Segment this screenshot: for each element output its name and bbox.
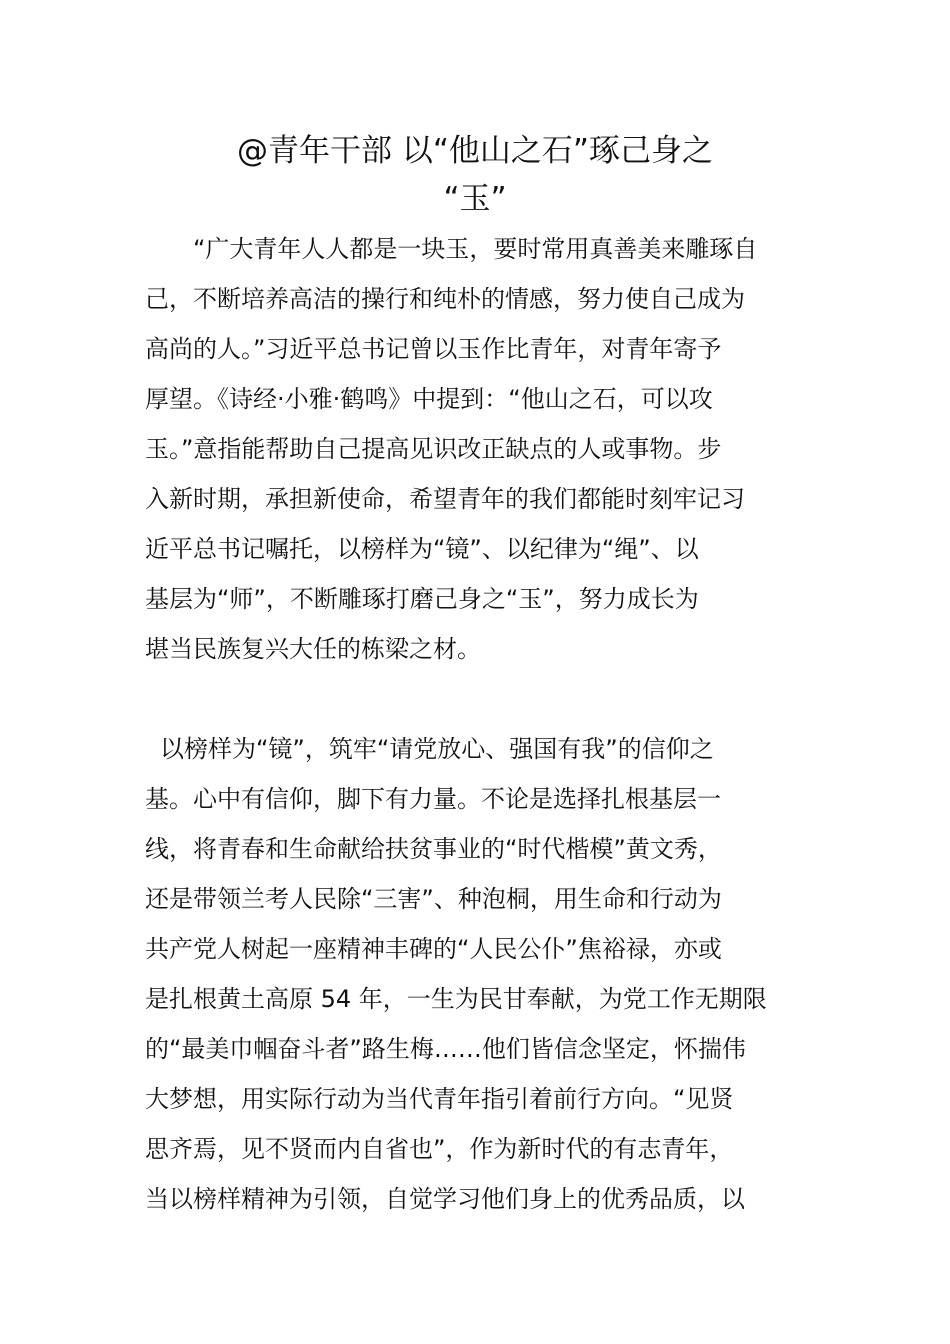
paragraph-line: 高尚的人。”习近平总书记曾以玉作比青年，对青年寄予	[145, 335, 722, 363]
paragraph-line: 线，将青春和生命献给扶贫事业的“时代楷模”黄文秀，	[145, 835, 722, 863]
paragraph-line: 的“最美巾帼奋斗者”路生梅……他们皆信念坚定，怀揣伟	[145, 1035, 746, 1063]
paragraph-line: 以榜样为“镜”，筑牢“请党放心、强国有我”的信仰之	[160, 735, 714, 763]
paragraph-line: 玉。”意指能帮助自己提高见识改正缺点的人或事物。步	[145, 435, 722, 463]
paragraph-line: “广大青年人人都是一块玉，要时常用真善美来雕琢自	[193, 235, 758, 263]
paragraph-line: 入新时期，承担新使命，希望青年的我们都能时刻牢记习	[145, 485, 745, 513]
paragraph-line: 基。心中有信仰，脚下有力量。不论是选择扎根基层一	[145, 785, 721, 813]
paragraph-line: 是扎根黄土高原 54 年，一生为民甘奉献，为党工作无期限	[145, 985, 767, 1013]
paragraph-line: 近平总书记嘱托，以榜样为“镜”、以纪律为“绳”、以	[145, 535, 699, 563]
document-title-line-1: @青年干部 以“他山之石”琢己身之	[237, 133, 713, 169]
paragraph-line: 堪当民族复兴大任的栋梁之材。	[145, 635, 481, 663]
paragraph-line: 己，不断培养高洁的操行和纯朴的情感，努力使自己成为	[145, 285, 745, 313]
paragraph-line: 还是带领兰考人民除“三害”、种泡桐，用生命和行动为	[145, 885, 722, 913]
paragraph-line: 基层为“师”，不断雕琢打磨己身之“玉”，努力成长为	[145, 585, 699, 613]
paragraph-line: 当以榜样精神为引领，自觉学习他们身上的优秀品质，以	[145, 1185, 745, 1213]
paragraph-line: 大梦想，用实际行动为当代青年指引着前行方向。“见贤	[145, 1085, 734, 1113]
paragraph-line: 思齐焉，见不贤而内自省也”，作为新时代的有志青年，	[145, 1135, 734, 1163]
paragraph-line: 共产党人树起一座精神丰碑的“人民公仆”焦裕禄，亦或	[145, 935, 722, 963]
paragraph-line: 厚望。《诗经·小雅·鹤鸣》中提到：“他山之石，可以攻	[145, 385, 713, 413]
document-title-line-2: “玉”	[443, 181, 507, 217]
